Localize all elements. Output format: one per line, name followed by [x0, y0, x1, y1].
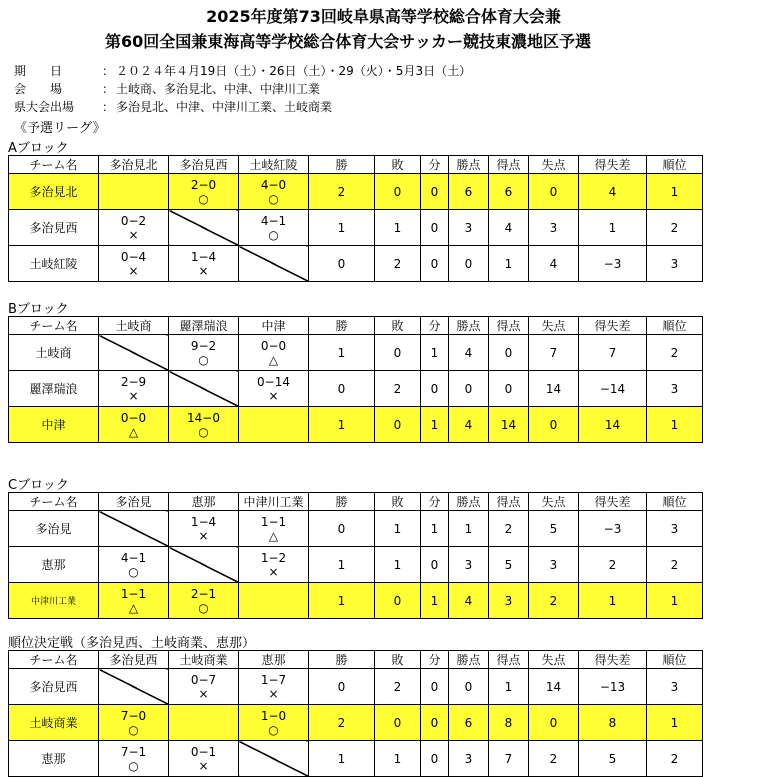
match-score: 0−2	[120, 213, 147, 228]
stat-value: 3	[647, 371, 703, 407]
match-score: 7−0	[120, 708, 147, 723]
match-outcome-mark: ×	[198, 263, 209, 278]
stat-header: 得失差	[579, 156, 647, 174]
match-score: 2−1	[190, 586, 217, 601]
stat-value: 4	[529, 246, 579, 282]
info-colon: ：	[102, 82, 115, 96]
section-title: 《予選リーグ》	[14, 121, 106, 136]
match-outcome-mark: ×	[128, 227, 139, 242]
match-outcome-mark: ×	[198, 758, 209, 773]
match-outcome-mark: ○	[198, 352, 209, 367]
stat-value: 3	[647, 511, 703, 547]
stat-value: 3	[449, 741, 489, 777]
stat-value: 1	[309, 407, 375, 443]
stat-value: 1	[309, 210, 375, 246]
stat-value: 1	[309, 583, 375, 619]
stat-value: 1	[647, 174, 703, 210]
stat-header: 順位	[647, 317, 703, 335]
team-name: 多治見西	[9, 669, 99, 705]
stat-value: 3	[647, 669, 703, 705]
info-colon: ：	[102, 100, 115, 114]
team-name-header: チーム名	[9, 493, 99, 511]
stat-header: 順位	[647, 651, 703, 669]
team-name-header: チーム名	[9, 651, 99, 669]
stat-value: 0	[309, 669, 375, 705]
standings-table	[8, 316, 703, 443]
stat-value: 2	[375, 669, 421, 705]
match-score: 4−1	[260, 213, 287, 228]
stat-header: 敗	[375, 156, 421, 174]
standings-table	[8, 155, 703, 282]
table-row	[9, 210, 703, 246]
stat-value: 6	[449, 705, 489, 741]
stat-value: 0	[421, 246, 449, 282]
stat-value: 4	[449, 583, 489, 619]
team-name: 中津川工業	[9, 583, 99, 619]
opponent-header: 中津川工業	[239, 493, 309, 511]
stat-value: 1	[647, 583, 703, 619]
block-title: 順位決定戦（多治見西、土岐商業、恵那）	[8, 636, 256, 651]
info-venue-label: 会 場	[14, 82, 63, 96]
stat-value: 2	[647, 335, 703, 371]
team-name: 多治見	[9, 511, 99, 547]
block-title: Aブロック	[8, 141, 69, 156]
match-result-cell	[99, 407, 169, 443]
match-result-cell	[239, 210, 309, 246]
match-outcome-mark: ○	[128, 564, 139, 579]
match-score: 1−7	[260, 672, 287, 687]
stat-value: 0	[529, 407, 579, 443]
stat-header: 勝点	[449, 156, 489, 174]
match-result-cell	[169, 335, 239, 371]
stat-header: 分	[421, 493, 449, 511]
stat-header: 得点	[489, 651, 529, 669]
stat-value: 0	[529, 174, 579, 210]
team-name-header: チーム名	[9, 156, 99, 174]
stat-value: 0	[421, 174, 449, 210]
opponent-header: 多治見西	[169, 156, 239, 174]
stat-value: 1	[489, 246, 529, 282]
match-outcome-mark: ×	[198, 686, 209, 701]
stat-header: 順位	[647, 156, 703, 174]
stat-header: 失点	[529, 317, 579, 335]
stat-header: 敗	[375, 493, 421, 511]
match-score: 0−4	[120, 249, 147, 264]
team-name: 麗澤瑞浪	[9, 371, 99, 407]
table-row	[9, 246, 703, 282]
stat-value: 3	[647, 246, 703, 282]
info-date	[14, 62, 471, 79]
stat-value: 1	[579, 210, 647, 246]
stat-header: 勝点	[449, 317, 489, 335]
opponent-header: 多治見西	[99, 651, 169, 669]
match-score: 4−1	[120, 550, 147, 565]
stat-header: 得点	[489, 317, 529, 335]
match-outcome-mark: ○	[128, 758, 139, 773]
match-outcome-mark: ○	[198, 191, 209, 206]
self-match-cell	[99, 511, 169, 547]
stat-value: 1	[375, 511, 421, 547]
table-row	[9, 371, 703, 407]
self-match-cell	[99, 335, 169, 371]
opponent-header: 麗澤瑞浪	[169, 317, 239, 335]
stat-value: 2	[489, 511, 529, 547]
match-result-cell	[239, 669, 309, 705]
stat-value: 2	[375, 246, 421, 282]
stat-value: 14	[489, 407, 529, 443]
table-row	[9, 511, 703, 547]
stat-header: 分	[421, 156, 449, 174]
match-outcome-mark: △	[268, 528, 279, 543]
match-outcome-mark: ○	[268, 191, 279, 206]
stat-value: −13	[579, 669, 647, 705]
match-score: 0−14	[257, 374, 290, 389]
info-colon: ：	[102, 64, 115, 78]
stat-value: 2	[375, 371, 421, 407]
match-outcome-mark: ○	[198, 424, 209, 439]
stat-value: 1	[647, 705, 703, 741]
team-name: 土岐紅陵	[9, 246, 99, 282]
stat-value: 1	[421, 583, 449, 619]
stat-value: 1	[421, 335, 449, 371]
stat-value: 0	[421, 547, 449, 583]
stat-value: 2	[647, 547, 703, 583]
stat-value: 0	[375, 583, 421, 619]
team-name: 多治見北	[9, 174, 99, 210]
info-qualified	[14, 98, 332, 115]
opponent-header: 土岐商	[99, 317, 169, 335]
team-name: 恵那	[9, 547, 99, 583]
stat-header: 敗	[375, 651, 421, 669]
match-score: 1−4	[190, 249, 217, 264]
match-outcome-mark: △	[128, 600, 139, 615]
stat-value: 0	[309, 371, 375, 407]
standings-table	[8, 650, 703, 777]
stat-value: 3	[489, 583, 529, 619]
table-row	[9, 741, 703, 777]
self-match-cell	[239, 741, 309, 777]
stat-value: 1	[579, 583, 647, 619]
match-score: 0−7	[190, 672, 217, 687]
match-result-cell	[169, 669, 239, 705]
opponent-header: 土岐商業	[169, 651, 239, 669]
match-result-cell	[239, 371, 309, 407]
stat-header: 敗	[375, 317, 421, 335]
stat-header: 失点	[529, 493, 579, 511]
stat-value: 4	[489, 210, 529, 246]
match-outcome-mark: ×	[198, 528, 209, 543]
stat-value: 7	[529, 335, 579, 371]
stat-value: 0	[421, 371, 449, 407]
stat-value: 8	[489, 705, 529, 741]
stat-value: 3	[449, 547, 489, 583]
team-name-header: チーム名	[9, 317, 99, 335]
stat-value: 5	[579, 741, 647, 777]
stat-value: 0	[421, 669, 449, 705]
stat-header: 得失差	[579, 493, 647, 511]
table-row	[9, 669, 703, 705]
stat-value: 1	[489, 669, 529, 705]
stat-value: −14	[579, 371, 647, 407]
stat-value: 2	[647, 210, 703, 246]
self-match-cell	[169, 705, 239, 741]
stat-header: 勝	[309, 317, 375, 335]
match-result-cell	[239, 547, 309, 583]
match-score: 2−9	[120, 374, 147, 389]
stat-value: 0	[421, 210, 449, 246]
match-result-cell	[99, 741, 169, 777]
stat-header: 分	[421, 317, 449, 335]
stat-value: 1	[309, 335, 375, 371]
match-score: 9−2	[190, 338, 217, 353]
stat-value: 0	[309, 246, 375, 282]
match-result-cell	[169, 583, 239, 619]
stat-value: 0	[489, 335, 529, 371]
match-result-cell	[239, 511, 309, 547]
stat-value: 1	[375, 547, 421, 583]
stat-value: 2	[529, 583, 579, 619]
stat-value: 0	[529, 705, 579, 741]
match-outcome-mark: ×	[268, 388, 279, 403]
table-row	[9, 335, 703, 371]
stat-value: 14	[529, 371, 579, 407]
stat-value: 1	[375, 741, 421, 777]
match-score: 1−2	[260, 550, 287, 565]
stat-value: 14	[579, 407, 647, 443]
table-row	[9, 705, 703, 741]
match-score: 1−4	[190, 514, 217, 529]
match-result-cell	[239, 174, 309, 210]
opponent-header: 土岐紅陵	[239, 156, 309, 174]
match-result-cell	[99, 371, 169, 407]
match-result-cell	[169, 407, 239, 443]
match-outcome-mark: ○	[268, 722, 279, 737]
match-score: 1−1	[260, 514, 287, 529]
stat-value: 2	[529, 741, 579, 777]
match-result-cell	[169, 511, 239, 547]
match-score: 14−0	[187, 410, 220, 425]
match-result-cell	[169, 741, 239, 777]
self-match-cell	[239, 583, 309, 619]
stat-value: 0	[449, 669, 489, 705]
stat-value: 0	[421, 705, 449, 741]
match-score: 7−1	[120, 744, 147, 759]
stat-value: 1	[421, 511, 449, 547]
stat-value: 1	[449, 511, 489, 547]
match-score: 1−1	[120, 586, 147, 601]
stat-header: 失点	[529, 651, 579, 669]
table-row	[9, 583, 703, 619]
opponent-header: 多治見北	[99, 156, 169, 174]
stat-header: 得失差	[579, 651, 647, 669]
stat-value: 0	[421, 741, 449, 777]
match-outcome-mark: ×	[128, 263, 139, 278]
info-venue	[14, 80, 320, 97]
match-result-cell	[169, 174, 239, 210]
self-match-cell	[169, 210, 239, 246]
stat-value: 0	[375, 335, 421, 371]
match-outcome-mark: ×	[268, 686, 279, 701]
stat-value: 5	[529, 511, 579, 547]
info-date-label: 期 日	[14, 64, 63, 78]
stat-value: 4	[579, 174, 647, 210]
stat-header: 勝	[309, 651, 375, 669]
stat-value: 0	[449, 246, 489, 282]
team-name: 恵那	[9, 741, 99, 777]
self-match-cell	[239, 407, 309, 443]
team-name: 中津	[9, 407, 99, 443]
stat-header: 勝点	[449, 493, 489, 511]
stat-value: 3	[529, 210, 579, 246]
opponent-header: 中津	[239, 317, 309, 335]
stat-value: −3	[579, 246, 647, 282]
stat-value: 8	[579, 705, 647, 741]
info-qualified-label: 県大会出場	[14, 100, 75, 114]
stat-value: 2	[647, 741, 703, 777]
stat-value: 2	[309, 705, 375, 741]
table-row	[9, 407, 703, 443]
match-score: 0−1	[190, 744, 217, 759]
opponent-header: 多治見	[99, 493, 169, 511]
match-result-cell	[99, 705, 169, 741]
stat-value: 6	[449, 174, 489, 210]
info-date-value: ２０２４年４月19日（土）・26日（土）・29（火）・5月3日（土）	[116, 64, 472, 78]
match-result-cell	[99, 547, 169, 583]
match-score: 2−0	[190, 177, 217, 192]
match-result-cell	[169, 246, 239, 282]
match-result-cell	[99, 583, 169, 619]
stat-value: 0	[449, 371, 489, 407]
stat-header: 得点	[489, 493, 529, 511]
self-match-cell	[99, 669, 169, 705]
stat-value: 5	[489, 547, 529, 583]
table-row	[9, 174, 703, 210]
stat-value: 1	[375, 210, 421, 246]
match-outcome-mark: ×	[268, 564, 279, 579]
stat-value: 4	[449, 335, 489, 371]
stat-header: 勝	[309, 156, 375, 174]
stat-value: 2	[309, 174, 375, 210]
self-match-cell	[239, 246, 309, 282]
self-match-cell	[169, 371, 239, 407]
stat-value: −3	[579, 511, 647, 547]
stat-value: 7	[489, 741, 529, 777]
stat-value: 0	[309, 511, 375, 547]
match-outcome-mark: △	[128, 424, 139, 439]
self-match-cell	[99, 174, 169, 210]
opponent-header: 恵那	[239, 651, 309, 669]
stat-header: 得点	[489, 156, 529, 174]
stat-value: 3	[529, 547, 579, 583]
match-result-cell	[239, 705, 309, 741]
stat-header: 順位	[647, 493, 703, 511]
team-name: 土岐商	[9, 335, 99, 371]
stat-header: 失点	[529, 156, 579, 174]
block-title: Bブロック	[8, 302, 69, 317]
stat-header: 勝	[309, 493, 375, 511]
stat-value: 1	[309, 741, 375, 777]
opponent-header: 恵那	[169, 493, 239, 511]
stat-header: 得失差	[579, 317, 647, 335]
match-score: 0−0	[260, 338, 287, 353]
block-title: Cブロック	[8, 478, 69, 493]
info-qualified-value: 多治見北、中津、中津川工業、土岐商業	[116, 100, 333, 114]
match-outcome-mark: △	[268, 352, 279, 367]
stat-value: 1	[421, 407, 449, 443]
match-outcome-mark: ○	[128, 722, 139, 737]
stat-value: 0	[375, 705, 421, 741]
stat-value: 6	[489, 174, 529, 210]
team-name: 土岐商業	[9, 705, 99, 741]
match-result-cell	[239, 335, 309, 371]
stat-value: 0	[375, 407, 421, 443]
stat-value: 4	[449, 407, 489, 443]
match-score: 4−0	[260, 177, 287, 192]
page-title-line2: 第60回全国兼東海高等学校総合体育大会サッカー競技東濃地区予選	[105, 32, 591, 51]
stat-header: 勝点	[449, 651, 489, 669]
stat-value: 0	[375, 174, 421, 210]
match-result-cell	[99, 246, 169, 282]
stat-value: 0	[489, 371, 529, 407]
match-score: 1−0	[260, 708, 287, 723]
info-venue-value: 土岐商、多治見北、中津、中津川工業	[116, 82, 321, 96]
standings-table	[8, 492, 703, 619]
table-row	[9, 547, 703, 583]
match-outcome-mark: ○	[268, 227, 279, 242]
page-title-line1: 2025年度第73回岐阜県高等学校総合体育大会兼	[206, 7, 561, 26]
stat-value: 1	[309, 547, 375, 583]
stat-value: 2	[579, 547, 647, 583]
match-result-cell	[99, 210, 169, 246]
stat-value: 3	[449, 210, 489, 246]
stat-header: 分	[421, 651, 449, 669]
stat-value: 7	[579, 335, 647, 371]
stat-value: 14	[529, 669, 579, 705]
self-match-cell	[169, 547, 239, 583]
match-score: 0−0	[120, 410, 147, 425]
match-outcome-mark: ○	[198, 600, 209, 615]
match-outcome-mark: ×	[128, 388, 139, 403]
team-name: 多治見西	[9, 210, 99, 246]
stat-value: 1	[647, 407, 703, 443]
